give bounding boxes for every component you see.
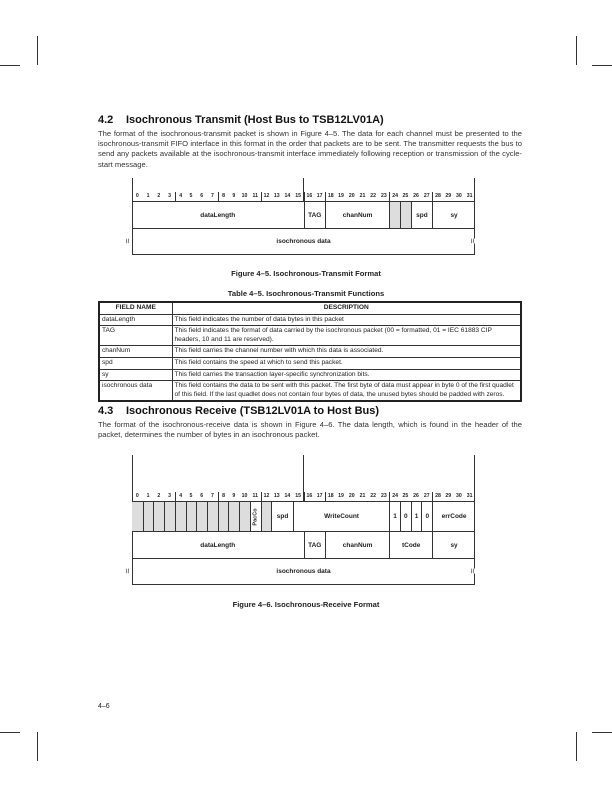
field-tag (304, 202, 325, 228)
crop-mark (592, 732, 612, 733)
bit-number: 28 (432, 192, 443, 201)
bit-number: 3 (168, 493, 171, 499)
bit-number: 24 (389, 492, 400, 501)
field-label: sy (450, 211, 458, 219)
table-header: FIELD NAME (99, 302, 172, 314)
field-label: TAG (308, 211, 322, 219)
bit-number: 7 (210, 193, 214, 199)
bit-number: 10 (241, 193, 248, 199)
bit-number: 29 (445, 193, 452, 199)
section-heading-4-3 (98, 405, 379, 417)
section-title: Isochronous Transmit (Host Bus to TSB12LV01A) (126, 114, 384, 126)
bit-number: 18 (325, 192, 336, 201)
field-name: dataLength (99, 314, 172, 326)
bit-number: 24 (389, 192, 400, 201)
field-sy (432, 202, 475, 228)
bit-number: 13 (273, 193, 280, 199)
figure-4-5 (122, 178, 478, 262)
bit-number: 11 (252, 493, 258, 499)
bit-number: 23 (381, 193, 387, 199)
field-label: 1 (393, 513, 397, 520)
field-spd (411, 202, 432, 228)
crop-mark (0, 65, 20, 66)
bit-numbers (132, 192, 475, 201)
field-label: tCode (401, 541, 421, 549)
bit-number: 29 (445, 493, 452, 499)
bit-number: 14 (284, 193, 291, 199)
crop-mark (37, 732, 38, 761)
bit-number: 5 (189, 493, 193, 499)
table-4-5 (98, 301, 522, 402)
register-row (132, 201, 475, 228)
table-row (99, 369, 521, 381)
field-name: TAG (99, 326, 172, 346)
bit-number: 6 (200, 493, 204, 499)
bit-number: 16 (304, 492, 315, 501)
bit-number: 13 (273, 493, 280, 499)
bit-number: 2 (157, 193, 161, 199)
field-label: 0 (425, 513, 430, 520)
field-label: spd (276, 513, 289, 520)
bit-number: 15 (295, 493, 302, 499)
section-number: 4.2 (98, 114, 114, 126)
field-description: This field contains the data to be sent with this packet. The first byte of data must appear in byte 0 of the first quadlet of this field. If the last quadlet does not contain four bytes of data, the unused bytes should be padded with zeros. (172, 381, 521, 402)
field-writecount (293, 502, 389, 531)
crop-mark (576, 36, 577, 65)
reserved-bit (153, 502, 164, 531)
reserved-bit (389, 202, 400, 228)
bit-number: 21 (359, 493, 366, 499)
bit-number: 22 (370, 193, 377, 199)
bit-number: 15 (295, 193, 302, 199)
reserved-bit (239, 502, 250, 531)
bit-number: 17 (316, 493, 323, 499)
bit-number: 30 (456, 193, 462, 199)
field-datalength (132, 202, 304, 228)
reserved-bit (175, 502, 186, 531)
bit-number: 28 (432, 492, 443, 501)
field-pacco (250, 502, 261, 531)
crop-mark (0, 732, 20, 733)
bit-number: 16 (304, 192, 315, 201)
section-4-3-paragraph: The format of the isochronous-receive data is shown in Figure 4–6. The data length, which is found in the header of the packet, determines the number of bytes in an isochronous packet. (98, 420, 522, 440)
bit-number: 6 (200, 193, 204, 199)
reserved-bit (164, 502, 175, 531)
bit-number: 21 (359, 193, 366, 199)
field-label: chanNum (342, 541, 373, 549)
crop-mark (592, 65, 612, 66)
bit-number: 5 (189, 193, 193, 199)
section-title: Isochronous Receive (TSB12LV01A to Host Bus) (126, 405, 380, 417)
page-number: 4–6 (98, 703, 110, 710)
bit-number: 20 (348, 193, 355, 199)
field-label: PacCo (252, 507, 259, 526)
field-label: dataLength (200, 211, 236, 219)
field-channum (325, 202, 389, 228)
table-row (99, 326, 521, 346)
table-header: DESCRIPTION (172, 302, 521, 314)
bit-number: 3 (168, 193, 171, 199)
field-description: This field contains the speed at which to send this packet. (172, 357, 521, 369)
figure-4-6 (122, 455, 478, 589)
bit-numbers (132, 492, 475, 501)
bit-number: 8 (218, 192, 229, 201)
bit-number: 17 (316, 193, 323, 199)
break-symbol: ≈ (122, 238, 133, 244)
bit-number: 27 (423, 193, 430, 199)
isochronous-data-row (132, 228, 478, 255)
bit-number: 25 (402, 493, 409, 499)
field-name: sy (99, 369, 172, 381)
field-name: chanNum (99, 346, 172, 358)
register-row (132, 531, 475, 558)
field-label: spd (416, 211, 428, 219)
reserved-bit (218, 502, 229, 531)
crop-mark (576, 732, 577, 761)
field-tag (304, 532, 325, 558)
figure-4-5-caption: Figure 4–5. Isochronous-Transmit Format (231, 269, 381, 278)
bit-number: 1 (146, 193, 150, 199)
bit-number: 7 (210, 493, 214, 499)
bit-number: 27 (423, 493, 430, 499)
field-label: errCode (441, 513, 467, 520)
data-label: isochronous data (276, 238, 331, 245)
field-0 (421, 502, 432, 531)
reserved-bit (400, 202, 411, 228)
field-name: isochronous data (99, 381, 172, 402)
bit-number: 12 (261, 192, 272, 201)
reserved-bit (186, 502, 197, 531)
field-name: spd (99, 357, 172, 369)
bit-number: 12 (261, 492, 272, 501)
bit-number: 14 (284, 493, 291, 499)
field-label: TAG (308, 541, 322, 549)
section-heading-4-2 (98, 114, 384, 126)
field-1 (389, 502, 400, 531)
bit-number: 31 (466, 493, 473, 499)
field-label: 0 (404, 513, 408, 520)
data-label: isochronous data (276, 568, 331, 575)
break-symbol: ≈ (122, 568, 133, 574)
break-symbol: ≈ (467, 238, 478, 244)
field-channum (325, 532, 389, 558)
reserved-bit (196, 502, 207, 531)
bit-number: 1 (146, 493, 150, 499)
bit-number: 26 (413, 493, 419, 499)
table-row (99, 346, 521, 358)
reserved-bit (261, 502, 272, 531)
section-number: 4.3 (98, 405, 114, 417)
section-4-2-paragraph: The format of the isochronous-transmit packet is shown in Figure 4–5. The data for each channel must be presented to the isochronous-transmit FIFO interface in this format in the order that packets are to be sent. The transmitter requests the bus to send any packets available at the isochronous-transmit interface immediately following reception or transmission of the cycle-start message. (98, 129, 522, 169)
field-description: This field indicates the number of data bytes in this packet (172, 314, 521, 326)
table-row (99, 357, 521, 369)
field-sy (432, 532, 475, 558)
bit-number: 10 (241, 493, 248, 499)
bit-number: 9 (232, 193, 236, 199)
field-description: This field indicates the format of data carried by the isochronous packet (00 = formatted, 01 = IEC 61883 CIP headers, 10 and 11 are reserved). (172, 326, 521, 346)
bit-number: 26 (413, 193, 419, 199)
bit-number: 8 (218, 492, 229, 501)
reserved-bit (143, 502, 154, 531)
bit-number: 22 (370, 493, 377, 499)
bit-number: 11 (252, 193, 258, 199)
figure-4-6-caption: Figure 4–6. Isochronous-Receive Format (232, 600, 380, 609)
field-0 (400, 502, 411, 531)
field-label: chanNum (342, 211, 373, 219)
field-datalength (132, 532, 304, 558)
field-description: This field carries the channel number with which this data is associated. (172, 346, 521, 358)
reserved-bit (207, 502, 218, 531)
bit-number: 19 (338, 493, 344, 499)
break-symbol: ≈ (467, 568, 478, 574)
bit-number: 31 (466, 193, 473, 199)
bit-number: 25 (402, 193, 409, 199)
field-label: sy (450, 541, 458, 549)
field-tcode (389, 532, 432, 558)
bit-number: 23 (381, 493, 387, 499)
bit-number: 2 (157, 493, 161, 499)
field-label: 1 (414, 513, 419, 520)
table-row (99, 381, 521, 402)
bit-number: 9 (232, 493, 236, 499)
bit-number: 0 (135, 193, 139, 199)
bit-number: 4 (175, 192, 186, 201)
register-row (132, 501, 475, 531)
bit-number: 0 (135, 493, 139, 499)
crop-mark (37, 36, 38, 65)
field-description: This field carries the transaction layer-specific synchronization bits. (172, 369, 521, 381)
bit-number: 19 (338, 193, 344, 199)
table-row (99, 314, 521, 326)
field-errcode (432, 502, 475, 531)
reserved-bit (132, 502, 143, 531)
bit-number: 30 (456, 493, 462, 499)
field-spd (271, 502, 292, 531)
bit-number: 18 (325, 492, 336, 501)
table-4-5-title: Table 4–5. Isochronous-Transmit Functions (227, 289, 385, 298)
bit-number: 4 (175, 492, 186, 501)
bit-number: 20 (348, 493, 355, 499)
isochronous-data-row (132, 558, 478, 585)
field-label: WriteCount (324, 513, 359, 520)
field-label: dataLength (200, 541, 236, 549)
reserved-bit (228, 502, 239, 531)
field-1 (411, 502, 422, 531)
